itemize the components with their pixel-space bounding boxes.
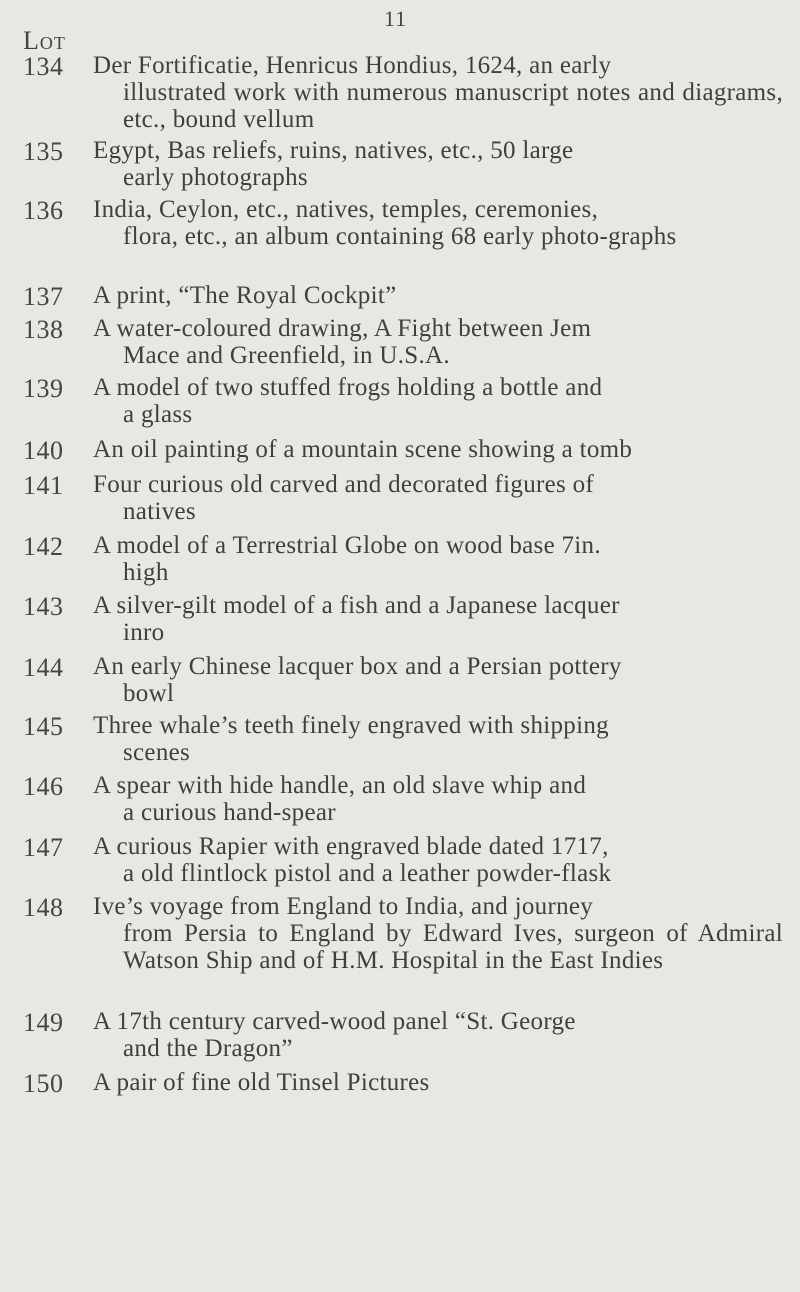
lot-description-line: India, Ceylon, etc., natives, temples, ceremonies, bbox=[93, 196, 599, 223]
lot-description bbox=[93, 137, 783, 191]
lot-description-line: A silver-gilt model of a fish and a Japanese lacquer bbox=[93, 592, 620, 619]
lot-description-continuation: bowl bbox=[123, 680, 175, 707]
lot-description-continuation: flora, etc., an album containing 68 early photo-graphs bbox=[123, 223, 677, 250]
lot-description bbox=[93, 1008, 783, 1062]
lot-number: 140 bbox=[23, 436, 64, 465]
lot-number: 150 bbox=[23, 1069, 64, 1098]
lot-description-line: Der Fortificatie, Henricus Hondius, 1624, an early bbox=[93, 52, 612, 79]
lot-description bbox=[93, 471, 783, 525]
lot-description-line: A curious Rapier with engraved blade dated 1717, bbox=[93, 833, 609, 860]
lot-description bbox=[93, 374, 783, 428]
lot-number: 135 bbox=[23, 137, 64, 166]
lot-description-line: Ive’s voyage from England to India, and journey bbox=[93, 893, 594, 920]
lot-number: 141 bbox=[23, 471, 64, 500]
lot-description-continuation: early photographs bbox=[123, 164, 308, 191]
lot-number: 134 bbox=[23, 52, 64, 81]
lot-description-line: A spear with hide handle, an old slave whip and bbox=[93, 772, 587, 799]
lot-description-line: A 17th century carved-wood panel “St. George bbox=[93, 1008, 576, 1035]
lot-description-continuation: a curious hand-spear bbox=[123, 799, 336, 826]
lot-description bbox=[93, 436, 783, 463]
lot-description bbox=[93, 52, 783, 133]
lot-description bbox=[93, 833, 783, 887]
lot-number: 146 bbox=[23, 772, 64, 801]
lot-description bbox=[93, 282, 783, 309]
lot-description-line: A pair of fine old Tinsel Pictures bbox=[93, 1069, 430, 1096]
lot-description-continuation: a glass bbox=[123, 401, 193, 428]
lot-number: 145 bbox=[23, 712, 64, 741]
lot-number: 139 bbox=[23, 374, 64, 403]
lot-description-continuation: scenes bbox=[123, 739, 191, 766]
lot-description bbox=[93, 893, 783, 974]
lot-number: 143 bbox=[23, 592, 64, 621]
lot-description bbox=[93, 532, 783, 586]
lot-number: 136 bbox=[23, 196, 64, 225]
lot-description bbox=[93, 1069, 783, 1096]
lot-description bbox=[93, 592, 783, 646]
lot-description-line: A water-coloured drawing, A Fight between Jem bbox=[93, 315, 592, 342]
lot-description-continuation: illustrated work with numerous manuscript notes and diagrams, etc., bound vellum bbox=[123, 79, 783, 133]
lot-description-line: An oil painting of a mountain scene showing a tomb bbox=[93, 436, 633, 463]
lot-number: 149 bbox=[23, 1008, 64, 1037]
lot-number: 142 bbox=[23, 532, 64, 561]
lot-description bbox=[93, 653, 783, 707]
lot-description-continuation: from Persia to England by Edward Ives, surgeon of Admiral Watson Ship and of H.M. Hospital in the East Indies bbox=[123, 920, 783, 974]
lot-column-header: Lot bbox=[23, 26, 66, 55]
lot-description-continuation: inro bbox=[123, 619, 165, 646]
lot-description-continuation: natives bbox=[123, 498, 196, 525]
lot-description-line: A model of two stuffed frogs holding a bottle and bbox=[93, 374, 603, 401]
lot-description-line: Three whale’s teeth finely engraved with shipping bbox=[93, 712, 609, 739]
lot-number: 144 bbox=[23, 653, 64, 682]
lot-description-line: Egypt, Bas reliefs, ruins, natives, etc., 50 large bbox=[93, 137, 574, 164]
lot-description-continuation: and the Dragon” bbox=[123, 1035, 293, 1062]
lot-description-continuation: high bbox=[123, 559, 169, 586]
lot-description bbox=[93, 196, 783, 250]
lot-description-continuation: a old flintlock pistol and a leather powder-flask bbox=[123, 860, 612, 887]
lot-description bbox=[93, 772, 783, 826]
lot-description-line: A print, “The Royal Cockpit” bbox=[93, 282, 397, 309]
lot-description-line: Four curious old carved and decorated figures of bbox=[93, 471, 595, 498]
page-number: 11 bbox=[384, 6, 408, 31]
lot-number: 147 bbox=[23, 833, 64, 862]
lot-number: 148 bbox=[23, 893, 64, 922]
lot-description-line: An early Chinese lacquer box and a Persian pottery bbox=[93, 653, 622, 680]
lot-number: 137 bbox=[23, 282, 64, 311]
lot-description bbox=[93, 315, 783, 369]
lot-description bbox=[93, 712, 783, 766]
lot-description-line: A model of a Terrestrial Globe on wood base 7in. bbox=[93, 532, 601, 559]
lot-description-continuation: Mace and Greenfield, in U.S.A. bbox=[123, 342, 450, 369]
lot-number: 138 bbox=[23, 315, 64, 344]
